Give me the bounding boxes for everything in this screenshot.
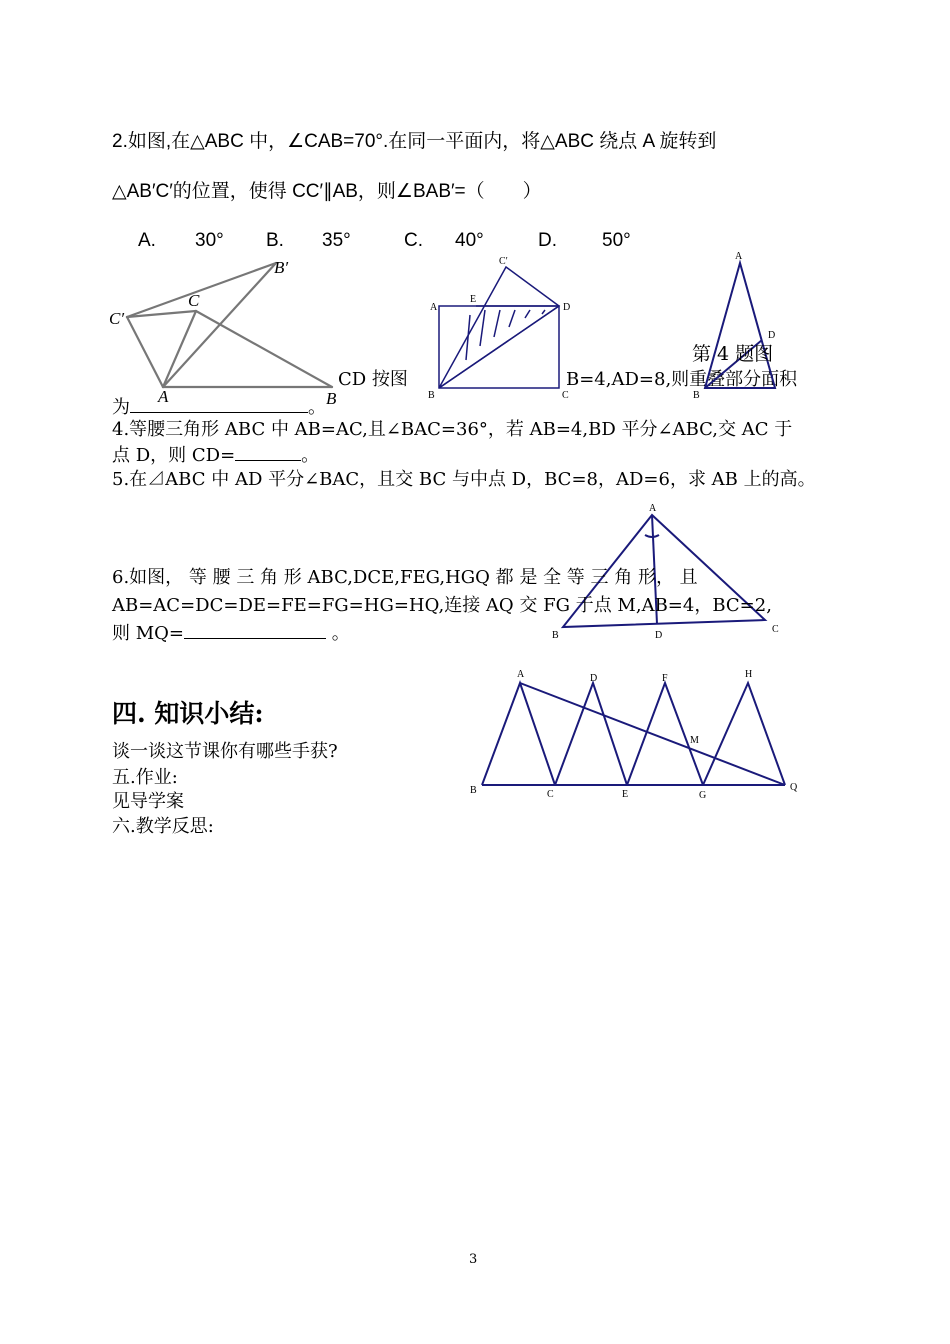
q6-line2: AB=AC=DC=DE=FE=FG=HG=HQ,连接 AQ 交 FG 于点 M,AB=4，BC=2, bbox=[112, 595, 772, 616]
section5-body: 见导学案 bbox=[112, 791, 184, 812]
q4-line1: 4.等腰三角形 ABC 中 AB=AC,且∠BAC=36°，若 AB=4,BD 平分∠ABC,交 AC 于 bbox=[112, 419, 793, 440]
fig4-caption: 第 4 题图 bbox=[692, 343, 774, 365]
option-d-value: 50° bbox=[602, 230, 631, 251]
fig6-label-e: E bbox=[622, 789, 629, 800]
section6-title: 六.教学反思: bbox=[112, 816, 214, 837]
fig-rotation-label-b: B bbox=[326, 389, 337, 408]
fig-rect-label-c-prime: C′ bbox=[499, 256, 508, 267]
fig-rect-label-e: E bbox=[470, 294, 477, 305]
q5-line1: 5.在⊿ABC 中 AD 平分∠BAC，且交 BC 与中点 D，BC=8，AD=6，求 AB 上的高。 bbox=[112, 469, 816, 490]
fig5-label-a: A bbox=[649, 503, 657, 514]
fig4-label-a: A bbox=[735, 251, 743, 262]
page-number: 3 bbox=[469, 1252, 478, 1267]
fig-rect-label-d: D bbox=[563, 302, 571, 313]
q3-line2: 为 。 bbox=[112, 394, 326, 420]
fig4-label-b: B bbox=[693, 390, 700, 401]
fig-rotation-label-b-prime: B′ bbox=[274, 258, 289, 277]
fig-rotation-label-c: C bbox=[188, 291, 200, 310]
fig6-label-f: F bbox=[662, 673, 668, 684]
option-c-value: 40° bbox=[455, 230, 484, 251]
fig6-label-h: H bbox=[745, 669, 753, 680]
q3-line1-left: CD 按图 bbox=[338, 369, 408, 390]
fig-rect-label-b: B bbox=[428, 390, 435, 401]
fig6-label-g: G bbox=[699, 790, 707, 801]
fig-rect-label-a: A bbox=[430, 302, 438, 313]
fig6-label-a: A bbox=[517, 669, 525, 680]
q6-line3-text: 则 MQ= bbox=[112, 623, 184, 644]
fig5-label-b: B bbox=[552, 630, 559, 641]
q2-line2: △AB′C′的位置，使得 CC′∥AB，则∠BAB′=（ ） bbox=[112, 181, 542, 202]
fig5-label-d: D bbox=[655, 630, 663, 641]
fig6-label-b: B bbox=[470, 785, 477, 796]
q2-line1: 2.如图,在△ABC 中，∠CAB=70°.在同一平面内，将△ABC 绕点 A 旋转到 bbox=[112, 131, 717, 152]
option-c-label: C. bbox=[404, 230, 423, 251]
q4-line2-text: 点 D，则 CD= bbox=[112, 445, 236, 466]
fig-rotation-label-a: A bbox=[158, 387, 169, 406]
section4-title: 四. 知识小结: bbox=[112, 699, 264, 728]
q3-line1-right: B=4,AD=8,则重叠部分面积 bbox=[566, 369, 798, 390]
fig4-label-d: D bbox=[768, 330, 776, 341]
q6-line3: 则 MQ= 。 bbox=[112, 620, 350, 646]
option-a-label: A. bbox=[138, 230, 156, 251]
option-b-value: 35° bbox=[322, 230, 351, 251]
option-d-label: D. bbox=[538, 230, 557, 251]
fig6-label-q: Q bbox=[790, 782, 798, 793]
fig6-label-m: M bbox=[690, 735, 699, 746]
option-a-value: 30° bbox=[195, 230, 224, 251]
q3-line2-text: 为 bbox=[112, 397, 130, 418]
section5-title: 五.作业: bbox=[112, 767, 178, 788]
section4-body: 谈一谈这节课你有哪些手获? bbox=[112, 741, 338, 762]
fig5-label-c: C bbox=[772, 624, 779, 635]
option-b-label: B. bbox=[266, 230, 284, 251]
q6-line1: 6.如图， 等 腰 三 角 形 ABC,DCE,FEG,HGQ 都 是 全 等 三 角 形， 且 bbox=[112, 567, 698, 588]
fig6-label-d: D bbox=[590, 673, 598, 684]
q4-line2: 点 D，则 CD= 。 bbox=[112, 442, 319, 468]
fig-rect-label-c: C bbox=[562, 390, 569, 401]
fig-rotation-label-c-prime: C′ bbox=[109, 309, 125, 328]
fig6-label-c: C bbox=[547, 789, 554, 800]
